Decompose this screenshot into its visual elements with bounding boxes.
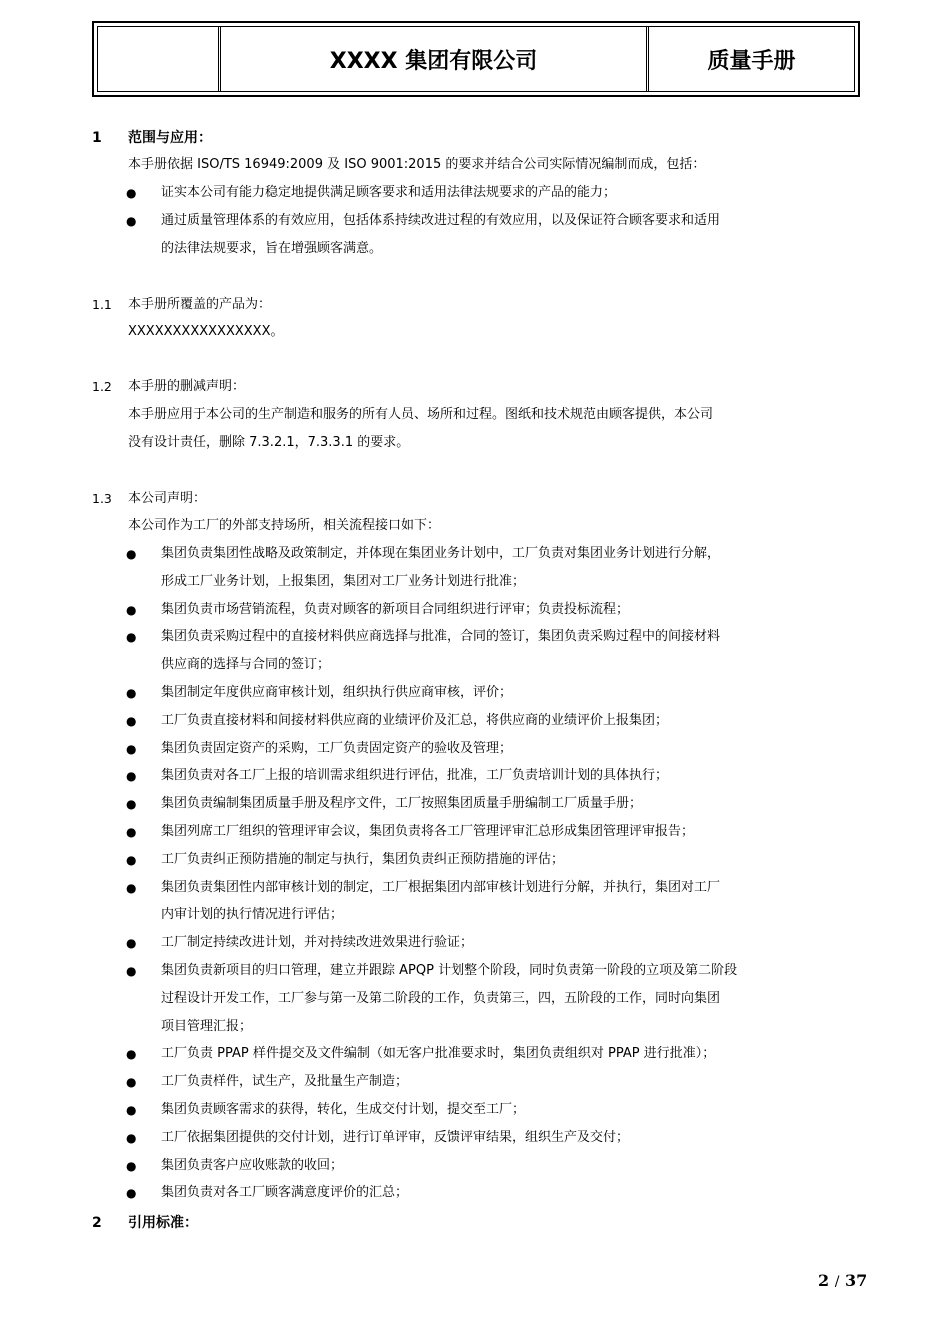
- bullet-icon: ●: [126, 852, 137, 867]
- bullet-item-text: 集团列席工厂组织的管理评审会议，集团负责将各工厂管理评审汇总形成集团管理评审报告；: [161, 824, 695, 839]
- section-1-1-number: 1.1: [92, 297, 112, 312]
- bullet-item-text: 集团负责市场营销流程，负责对顾客的新项目合同组织进行评审；负责投标流程；: [161, 601, 630, 617]
- page-separator: /: [834, 1274, 840, 1290]
- bullet-item-text: 集团负责编制集团质量手册及程序文件，工厂按照集团质量手册编制工厂质量手册；: [161, 796, 643, 812]
- bullet-item-text: 内审计划的执行情况进行评估；: [161, 907, 344, 923]
- document-title: 质量手册: [707, 48, 796, 74]
- section-1-3-title: 本公司声明：: [128, 491, 207, 506]
- bullet-item-text: 集团负责顾客需求的获得，转化，生成交付计划，提交至工厂；: [161, 1102, 526, 1117]
- bullet-icon: ●: [126, 964, 137, 978]
- bullet-icon: ●: [126, 686, 137, 700]
- bullet-icon: ●: [126, 713, 137, 728]
- company-name: XXXX 集团有限公司: [221, 27, 649, 91]
- bullet-icon: ●: [126, 1075, 137, 1090]
- bullet-item-text: 集团负责对各工厂顾客满意度评价的汇总；: [161, 1185, 409, 1201]
- bullet-item-text: 工厂依据集团提供的交付计划，进行订单评审，反馈评审结果，组织生产及交付；: [161, 1129, 630, 1145]
- bullet-icon: ●: [126, 186, 137, 200]
- bullet-item-text: 集团负责采购过程中的直接材料供应商选择与批准，合同的签订，集团负责采购过程中的间接材料: [161, 629, 721, 645]
- current-page: 2: [818, 1271, 830, 1290]
- bullet-icon: ●: [126, 630, 137, 645]
- bullet-icon: ●: [126, 214, 137, 228]
- bullet-item-text: 项目管理汇报；: [161, 1018, 253, 1034]
- header-logo-cell: [98, 27, 221, 91]
- section-1-2-body-line: 本手册应用于本公司的生产制造和服务的所有人员、场所和过程。图纸和技术规范由顾客提供，本公司: [128, 407, 714, 422]
- bullet-icon: ●: [126, 547, 137, 561]
- bullet-item-text: 通过质量管理体系的有效应用，包括体系持续改进过程的有效应用，以及保证符合顾客要求和适用: [161, 213, 721, 228]
- section-1-number: 1: [92, 130, 102, 146]
- bullet-item-text: 集团负责客户应收账款的收回；: [161, 1157, 344, 1173]
- bullet-icon: ●: [126, 825, 137, 839]
- bullet-item-text: 的法律法规要求，旨在增强顾客满意。: [161, 241, 383, 256]
- bullet-item-text: 证实本公司有能力稳定地提供满足顾客要求和适用法律法规要求的产品的能力；: [161, 185, 617, 200]
- section-2-title: 引用标准：: [128, 1215, 198, 1231]
- section-1-2-body-line: 没有设计责任，删除 7.3.2.1，7.3.3.1 的要求。: [128, 435, 410, 450]
- bullet-item-text: 集团负责新项目的归口管理，建立并跟踪 APQP 计划整个阶段，同时负责第一阶段的立项及第二阶段: [161, 963, 738, 978]
- header-table: [97, 26, 855, 92]
- section-2-number: 2: [92, 1215, 102, 1231]
- bullet-item-text: 过程设计开发工作，工厂参与第一及第二阶段的工作，负责第三，四，五阶段的工作，同时向集团: [161, 990, 721, 1006]
- bullet-icon: ●: [126, 1047, 137, 1062]
- bullet-item-text: 形成工厂业务计划，上报集团，集团对工厂业务计划进行批准；: [161, 573, 526, 589]
- bullet-icon: ●: [126, 1158, 137, 1173]
- bullet-icon: ●: [126, 1130, 137, 1145]
- section-1-2-title: 本手册的删减声明：: [128, 379, 246, 394]
- bullet-icon: ●: [126, 769, 137, 784]
- bullet-item-text: 集团负责对各工厂上报的培训需求组织进行评估，批准，工厂负责培训计划的具体执行；: [161, 768, 669, 784]
- bullet-item-text: 工厂负责直接材料和间接材料供应商的业绩评价及汇总，将供应商的业绩评价上报集团；: [161, 712, 669, 728]
- section-1-title: 范围与应用：: [128, 130, 212, 146]
- section-1-intro: 本手册依据 ISO/TS 16949:2009 及 ISO 9001:2015 的要求并结合公司实际情况编制而成，包括：: [128, 157, 706, 172]
- bullet-item-text: 集团负责集团性战略及政策制定，并体现在集团业务计划中，工厂负责对集团业务计划进行分解，: [161, 546, 721, 561]
- bullet-item-text: 集团负责集团性内部审核计划的制定，工厂根据集团内部审核计划进行分解，并执行，集团对工厂: [161, 879, 721, 895]
- document-header: [92, 21, 860, 97]
- bullet-icon: ●: [126, 1103, 137, 1117]
- bullet-icon: ●: [126, 602, 137, 617]
- bullet-item-text: 集团负责固定资产的采购，工厂负责固定资产的验收及管理；: [161, 740, 513, 756]
- bullet-item-text: 供应商的选择与合同的签订；: [161, 657, 331, 673]
- bullet-icon: ●: [126, 880, 137, 895]
- bullet-item-text: 工厂负责样件，试生产，及批量生产制造；: [161, 1074, 409, 1090]
- section-1-1-title: 本手册所覆盖的产品为：: [128, 297, 272, 312]
- page-number: [818, 1271, 867, 1290]
- bullet-icon: ●: [126, 1186, 137, 1201]
- section-1-1-body: XXXXXXXXXXXXXXXX。: [128, 324, 284, 339]
- section-1-2-number: 1.2: [92, 379, 112, 394]
- bullet-item-text: 工厂负责纠正预防措施的制定与执行，集团负责纠正预防措施的评估；: [161, 851, 565, 867]
- section-1-3-number: 1.3: [92, 491, 112, 506]
- total-pages: 37: [845, 1271, 868, 1290]
- bullet-item-text: 工厂制定持续改进计划，并对持续改进效果进行验证；: [161, 935, 474, 951]
- bullet-item-text: 集团制定年度供应商审核计划，组织执行供应商审核，评价；: [161, 685, 513, 700]
- bullet-icon: ●: [126, 797, 137, 812]
- bullet-icon: ●: [126, 936, 137, 951]
- bullet-icon: ●: [126, 741, 137, 756]
- bullet-item-text: 工厂负责 PPAP 样件提交及文件编制（如无客户批准要求时，集团负责组织对 PPAP 进行批准）；: [161, 1046, 716, 1062]
- section-1-3-intro: 本公司作为工厂的外部支持场所，相关流程接口如下：: [128, 518, 441, 533]
